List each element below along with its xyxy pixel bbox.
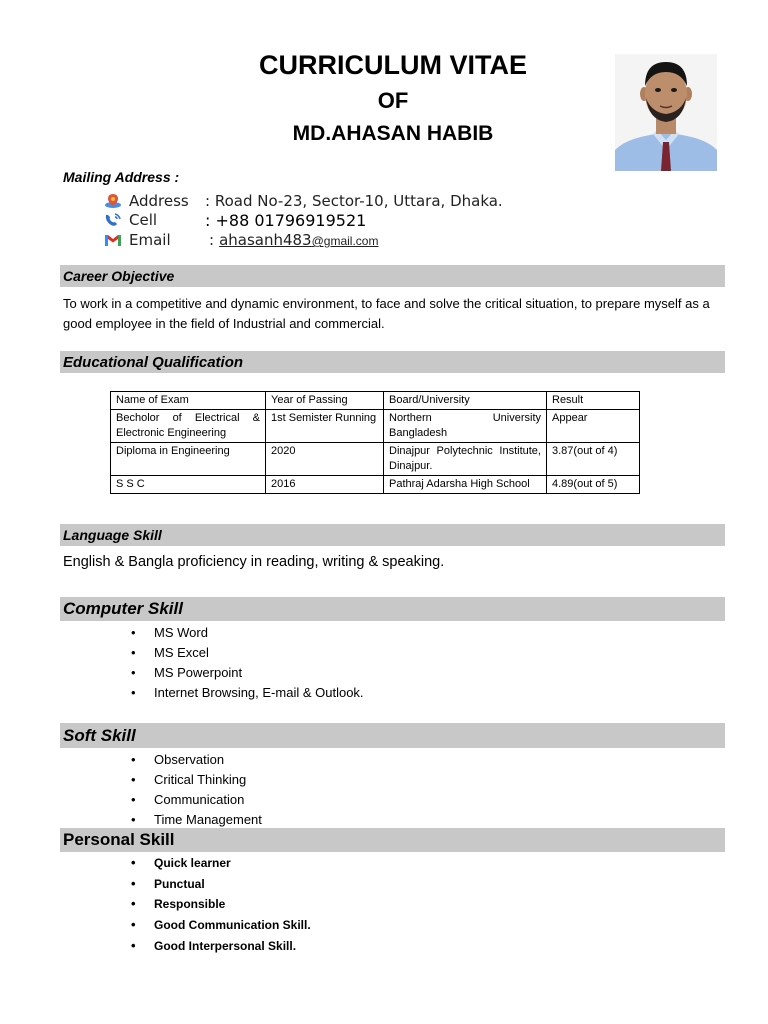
education-title: Educational Qualification <box>63 353 244 371</box>
table-cell: Northern University Bangladesh <box>384 410 547 443</box>
email-row <box>103 230 378 250</box>
table-row <box>111 410 640 443</box>
personal-skill-header <box>60 828 725 852</box>
list-item: • Good Communication Skill. <box>131 915 311 936</box>
language-text: English & Bangla proficiency in reading, writing & speaking. <box>63 554 445 570</box>
list-item: • Good Interpersonal Skill. <box>131 936 311 957</box>
list-item: • Communication <box>131 790 262 810</box>
list-item: • Responsible <box>131 894 311 915</box>
address-value: : Road No-23, Sector-10, Uttara, Dhaka. <box>205 192 503 210</box>
address-label: Address <box>129 192 189 210</box>
soft-skill-title: Soft Skill <box>63 725 136 745</box>
soft-skill-list <box>131 750 262 830</box>
list-item: • Punctual <box>131 874 311 895</box>
language-title: Language Skill <box>63 527 162 543</box>
personal-skill-list <box>131 853 311 957</box>
table-cell: 2020 <box>266 443 384 476</box>
cell-label: Cell <box>129 211 158 229</box>
list-item: • Internet Browsing, E-mail & Outlook. <box>131 683 364 703</box>
mailing-address-title: Mailing Address : <box>63 169 180 185</box>
table-header-row <box>111 392 640 410</box>
address-row <box>103 191 503 211</box>
location-icon <box>103 193 123 209</box>
table-cell: Appear <box>547 410 640 443</box>
language-header <box>60 524 725 546</box>
career-objective-title: Career Objective <box>63 268 175 284</box>
career-objective-header <box>60 265 725 287</box>
table-row <box>111 476 640 494</box>
personal-skill-title: Personal Skill <box>63 830 175 849</box>
column-header: Board/University <box>384 392 547 410</box>
table-cell: 3.87(out of 4) <box>547 443 640 476</box>
list-item: • MS Excel <box>131 643 364 663</box>
email-separator: : <box>209 231 215 249</box>
column-header: Name of Exam <box>111 392 266 410</box>
computer-skill-list <box>131 623 364 703</box>
education-header <box>60 351 725 373</box>
table-cell: Pathraj Adarsha High School <box>384 476 547 494</box>
list-item: • Critical Thinking <box>131 770 262 790</box>
gmail-icon <box>103 232 123 248</box>
candidate-name: MD.AHASAN HABIB <box>292 122 494 145</box>
table-cell: 2016 <box>266 476 384 494</box>
list-item: • Quick learner <box>131 853 311 874</box>
table-cell: Becholor of Electrical & Electronic Engineering <box>111 410 266 443</box>
table-cell: Diploma in Engineering <box>111 443 266 476</box>
table-cell: 1st Semister Running <box>266 410 384 443</box>
profile-photo <box>615 54 717 171</box>
soft-skill-header <box>60 723 725 748</box>
computer-skill-title: Computer Skill <box>63 599 183 618</box>
table-cell: 4.89(out of 5) <box>547 476 640 494</box>
table-cell: Dinajpur Polytechnic Institute, Dinajpur. <box>384 443 547 476</box>
column-header: Year of Passing <box>266 392 384 410</box>
column-header: Result <box>547 392 640 410</box>
computer-skill-header <box>60 597 725 621</box>
email-label: Email <box>129 231 171 249</box>
list-item: • Observation <box>131 750 262 770</box>
list-item: • MS Word <box>131 623 364 643</box>
list-item: • Time Management <box>131 810 262 830</box>
phone-icon <box>103 212 123 228</box>
table-row <box>111 443 640 476</box>
career-objective-text: To work in a competitive and dynamic environment, to face and solve the critical situation, to prepare myself as a good employee in the field of Industrial and commercial. <box>63 296 710 331</box>
email-user: ahasanh483 <box>219 231 312 249</box>
cv-title: CURRICULUM VITAE <box>259 50 527 80</box>
email-link[interactable] <box>219 231 378 249</box>
list-item: • MS Powerpoint <box>131 663 364 683</box>
email-domain: @gmail.com <box>311 234 379 248</box>
cell-row <box>103 210 366 230</box>
table-cell: S S C <box>111 476 266 494</box>
cell-value: : +88 01796919521 <box>205 210 367 230</box>
cv-title-of: OF <box>377 88 409 113</box>
education-table <box>110 391 640 494</box>
